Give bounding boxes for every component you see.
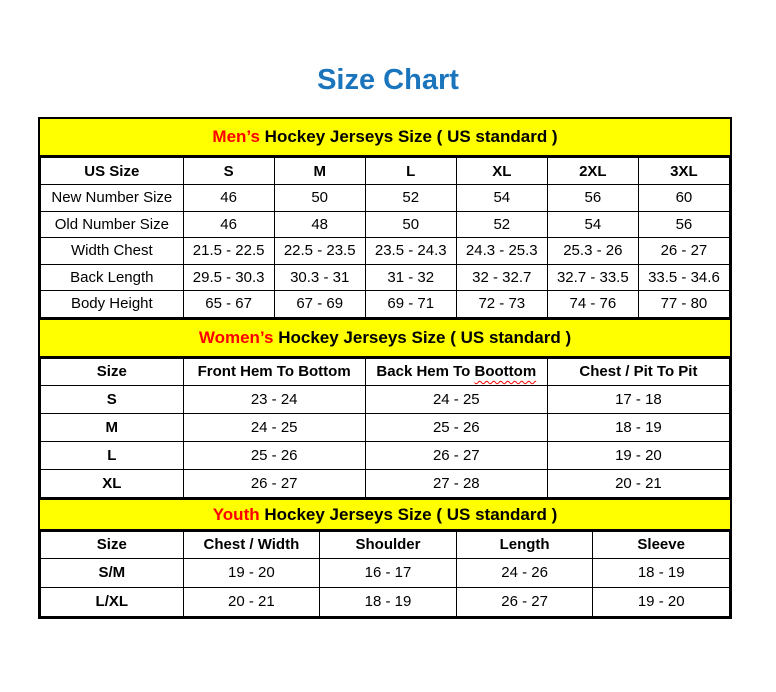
column-header: Shoulder <box>320 531 457 558</box>
value-cell: 33.5 - 34.6 <box>638 264 729 291</box>
value-cell: 24 - 25 <box>183 413 365 441</box>
header-row <box>41 358 730 385</box>
table-row <box>41 211 730 238</box>
row-label: L <box>41 441 184 469</box>
row-label: Back Length <box>41 264 184 291</box>
column-header: Length <box>456 531 593 558</box>
row-label: Old Number Size <box>41 211 184 238</box>
value-cell: 23 - 24 <box>183 385 365 413</box>
value-cell: 26 - 27 <box>456 587 593 616</box>
table-row <box>41 441 730 469</box>
column-header: Size <box>41 358 184 385</box>
value-cell: 24 - 26 <box>456 558 593 587</box>
value-cell: 30.3 - 31 <box>274 264 365 291</box>
table-row <box>41 469 730 497</box>
row-label: Body Height <box>41 291 184 318</box>
value-cell: 16 - 17 <box>320 558 457 587</box>
table-row <box>41 385 730 413</box>
row-label: New Number Size <box>41 185 184 212</box>
value-cell: 69 - 71 <box>365 291 456 318</box>
size-chart-container <box>38 117 732 619</box>
value-cell: 24 - 25 <box>365 385 547 413</box>
value-cell: 25.3 - 26 <box>547 238 638 265</box>
value-cell: 18 - 19 <box>320 587 457 616</box>
value-cell: 54 <box>547 211 638 238</box>
column-header: 3XL <box>638 158 729 185</box>
value-cell: 23.5 - 24.3 <box>365 238 456 265</box>
value-cell: 74 - 76 <box>547 291 638 318</box>
value-cell: 26 - 27 <box>365 441 547 469</box>
column-header: 2XL <box>547 158 638 185</box>
value-cell: 26 - 27 <box>183 469 365 497</box>
value-cell: 19 - 20 <box>547 441 729 469</box>
column-header: XL <box>456 158 547 185</box>
youth-banner-highlight: Youth <box>212 504 260 524</box>
value-cell: 52 <box>365 185 456 212</box>
value-cell: 60 <box>638 185 729 212</box>
page-title: Size Chart <box>317 64 459 96</box>
table-row <box>41 185 730 212</box>
row-label: L/XL <box>41 587 184 616</box>
value-cell: 50 <box>365 211 456 238</box>
value-cell: 50 <box>274 185 365 212</box>
value-cell: 56 <box>638 211 729 238</box>
value-cell: 20 - 21 <box>547 469 729 497</box>
value-cell: 46 <box>183 185 274 212</box>
table-row <box>41 558 730 587</box>
value-cell: 25 - 26 <box>365 413 547 441</box>
value-cell: 65 - 67 <box>183 291 274 318</box>
column-header: Chest / Pit To Pit <box>547 358 729 385</box>
value-cell: 48 <box>274 211 365 238</box>
mens-size-table <box>40 157 730 318</box>
value-cell: 27 - 28 <box>365 469 547 497</box>
value-cell: 20 - 21 <box>183 587 320 616</box>
table-row <box>41 291 730 318</box>
column-header: Sleeve <box>593 531 730 558</box>
mens-banner-text: Hockey Jerseys Size ( US standard ) <box>259 127 558 146</box>
value-cell: 22.5 - 23.5 <box>274 238 365 265</box>
value-cell: 19 - 20 <box>183 558 320 587</box>
header-row <box>41 158 730 185</box>
womens-size-table <box>40 358 730 498</box>
youth-size-table <box>40 531 730 617</box>
womens-banner-text: Hockey Jerseys Size ( US standard ) <box>273 327 572 347</box>
value-cell: 54 <box>456 185 547 212</box>
value-cell: 18 - 19 <box>593 558 730 587</box>
value-cell: 19 - 20 <box>593 587 730 616</box>
misspelled-word: Boottom <box>474 363 537 380</box>
value-cell: 24.3 - 25.3 <box>456 238 547 265</box>
column-header: Chest / Width <box>183 531 320 558</box>
value-cell: 77 - 80 <box>638 291 729 318</box>
value-cell: 25 - 26 <box>183 441 365 469</box>
womens-banner-highlight: Women’s <box>198 327 274 347</box>
table-row <box>41 413 730 441</box>
table-row <box>41 264 730 291</box>
value-cell: 31 - 32 <box>365 264 456 291</box>
row-label: M <box>41 413 184 441</box>
column-header: Back Hem To Boottom <box>365 358 547 385</box>
value-cell: 18 - 19 <box>547 413 729 441</box>
row-label: S/M <box>41 558 184 587</box>
table-row <box>41 587 730 616</box>
value-cell: 26 - 27 <box>638 238 729 265</box>
value-cell: 32.7 - 33.5 <box>547 264 638 291</box>
value-cell: 21.5 - 22.5 <box>183 238 274 265</box>
row-label: Width Chest <box>41 238 184 265</box>
table-row <box>41 238 730 265</box>
womens-section-banner <box>40 318 730 358</box>
row-label: XL <box>41 469 184 497</box>
column-header: L <box>365 158 456 185</box>
value-cell: 17 - 18 <box>547 385 729 413</box>
column-header: Size <box>41 531 184 558</box>
column-header: US Size <box>41 158 184 185</box>
mens-section-banner <box>40 119 730 157</box>
youth-section-banner <box>40 498 730 531</box>
column-header: M <box>274 158 365 185</box>
youth-banner-text: Hockey Jerseys Size ( US standard ) <box>259 504 558 524</box>
value-cell: 52 <box>456 211 547 238</box>
value-cell: 32 - 32.7 <box>456 264 547 291</box>
value-cell: 56 <box>547 185 638 212</box>
row-label: S <box>41 385 184 413</box>
value-cell: 72 - 73 <box>456 291 547 318</box>
header-row <box>41 531 730 558</box>
mens-banner-highlight: Men’s <box>212 127 260 146</box>
column-header: Front Hem To Bottom <box>183 358 365 385</box>
value-cell: 29.5 - 30.3 <box>183 264 274 291</box>
column-header: S <box>183 158 274 185</box>
value-cell: 46 <box>183 211 274 238</box>
value-cell: 67 - 69 <box>274 291 365 318</box>
